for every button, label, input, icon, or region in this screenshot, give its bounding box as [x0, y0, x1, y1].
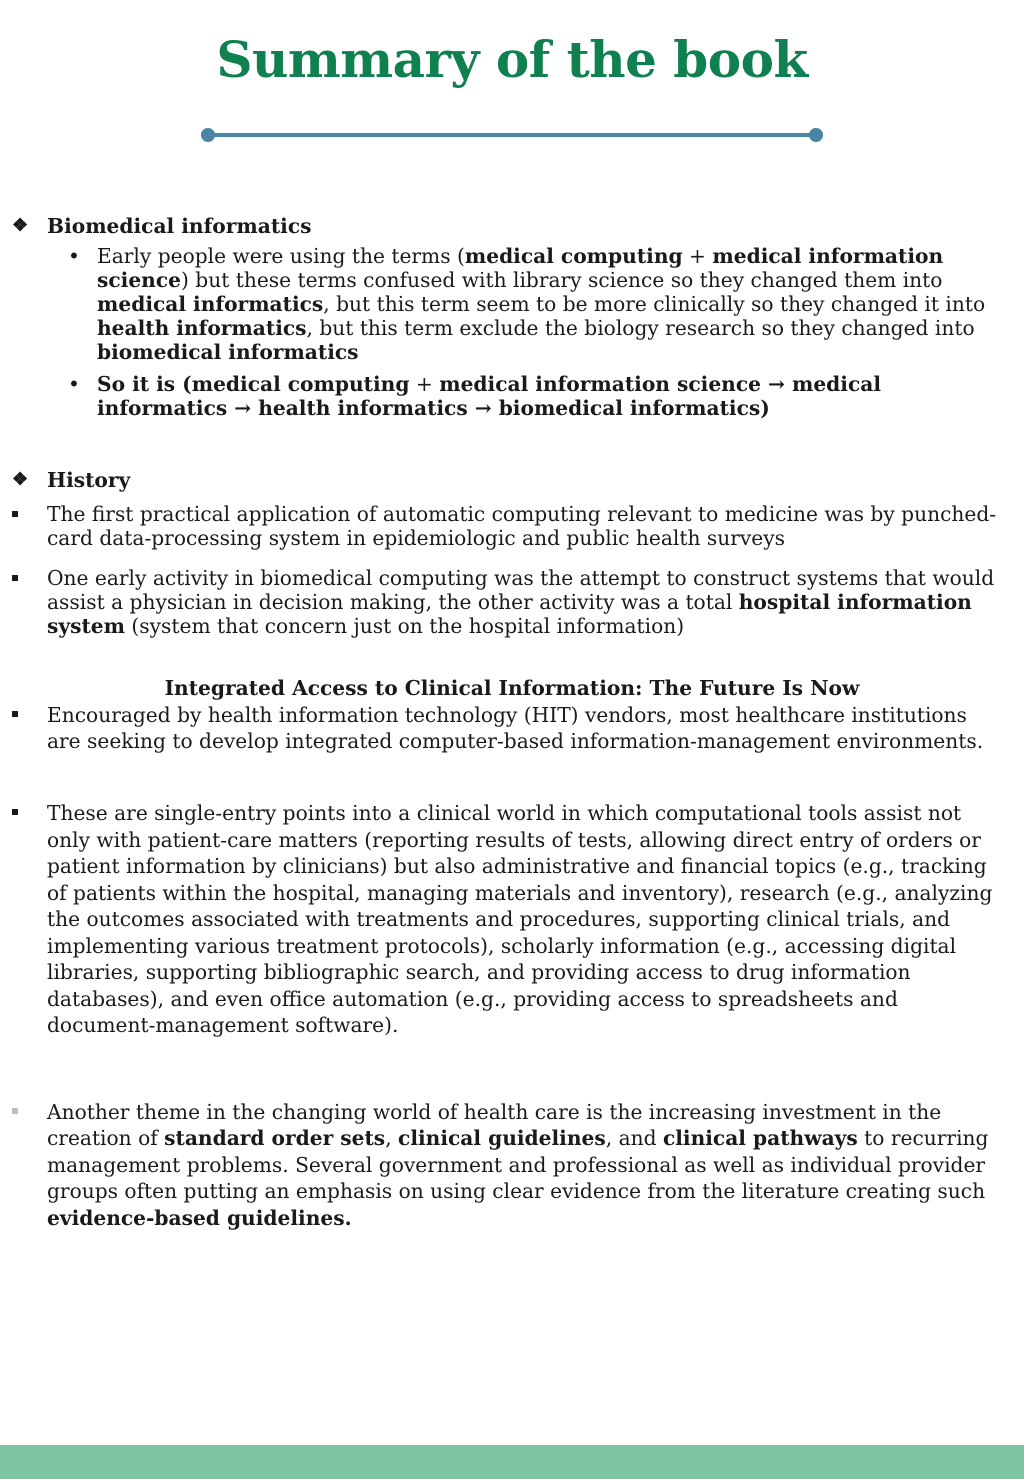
list-item	[0, 800, 1024, 1039]
heading-text: History	[47, 468, 131, 492]
page-title: Summary of the book	[216, 30, 808, 89]
bold-term: clinical guidelines	[398, 1126, 606, 1150]
list-item	[0, 702, 1024, 754]
biomedical-list	[0, 244, 1024, 420]
diamond-bullet-icon: ❖	[12, 469, 29, 490]
divider-line	[208, 133, 816, 137]
title-divider	[200, 125, 824, 145]
square-bullet-icon	[12, 575, 18, 581]
square-bullet-icon	[12, 809, 18, 815]
divider-dot-left	[201, 128, 215, 142]
text-run: +	[682, 244, 713, 268]
section-heading-history	[0, 468, 1024, 498]
text-run: +	[409, 372, 440, 396]
text-run: Another theme in the changing world of health care is the increasing investment in the creation of	[47, 1099, 942, 1150]
bold-term: medical information science	[97, 244, 944, 292]
text-run: Early people were using the terms (	[97, 244, 465, 268]
bold-term: medical informatics	[97, 292, 324, 316]
square-bullet-icon	[12, 1108, 18, 1114]
text-run: These are single-entry points into a clinical world in which computational tools assist not only with patient-care matters (reporting results of tests, allowing direct entry of orders or patient information by clinicians) but also administrative and financial topics (e.g., tracking of patients within the hospital, managing materials and inventory), research (e.g., analyzing the outcomes associated with treatments and procedures, supporting clinical trials, and implementing various treatment protocols), scholarly information (e.g., accessing digital libraries, supporting bibliographic search, and providing access to drug information databases), and even office automation (e.g., providing access to spreadsheets and document-management software).	[47, 801, 993, 1037]
bold-term: medical computing	[464, 244, 683, 268]
heading-text: Biomedical informatics	[47, 214, 312, 238]
footer-bar	[0, 1445, 1024, 1479]
bold-term: standard order sets	[164, 1126, 386, 1150]
bold-term: hospital information system	[47, 590, 972, 638]
text-run: Encouraged by health information technology (HIT) vendors, most healthcare institutions are seeking to develop integrated computer-based information-management environments.	[47, 703, 984, 753]
text-run: , and	[605, 1126, 663, 1150]
text-run: , but this term seem to be more clinically so they changed it into	[323, 292, 986, 316]
bold-term: medical information science → medical informatics → health informatics → biomedical informatics)	[97, 372, 881, 420]
list-item	[0, 566, 1024, 638]
text-run: One early activity in biomedical computing was the attempt to construct systems that would assist a physician in decision making, the other activity was a total	[47, 566, 995, 614]
text-run: ) but these terms confused with library science so they changed them into	[180, 268, 943, 292]
bold-term: biomedical informatics	[97, 340, 359, 364]
dot-bullet-icon: •	[68, 244, 80, 268]
list-item	[68, 244, 1012, 364]
text-run: , but this term exclude the biology research so they changed into	[306, 316, 975, 340]
diamond-bullet-icon: ❖	[12, 215, 29, 236]
list-item	[0, 1099, 1024, 1232]
bold-term: So it is (medical computing	[97, 372, 410, 396]
text-run: ,	[385, 1126, 399, 1150]
dot-bullet-icon: •	[68, 372, 80, 396]
text-run: The first practical application of automatic computing relevant to medicine was by punched-card data-processing system in epidemiologic and public health surveys	[47, 502, 997, 550]
document-body	[0, 214, 1024, 1247]
bold-term: health informatics	[97, 316, 307, 340]
square-bullet-icon	[12, 711, 18, 717]
section-heading-biomedical	[0, 214, 1024, 244]
text-run: (system that concern just on the hospital information)	[125, 614, 685, 638]
text-run: to recurring management problems. Several government and professional as well as individual provider groups often putting an emphasis on using clear evidence from the literature creating such	[47, 1126, 989, 1203]
divider-dot-right	[809, 128, 823, 142]
bold-term: evidence-based guidelines.	[47, 1205, 352, 1230]
section-heading-integrated: Integrated Access to Clinical Information: The Future Is Now	[164, 676, 860, 700]
list-item	[0, 502, 1024, 550]
bold-term: clinical pathways	[662, 1126, 858, 1150]
list-item	[68, 372, 1012, 420]
square-bullet-icon	[12, 511, 18, 517]
